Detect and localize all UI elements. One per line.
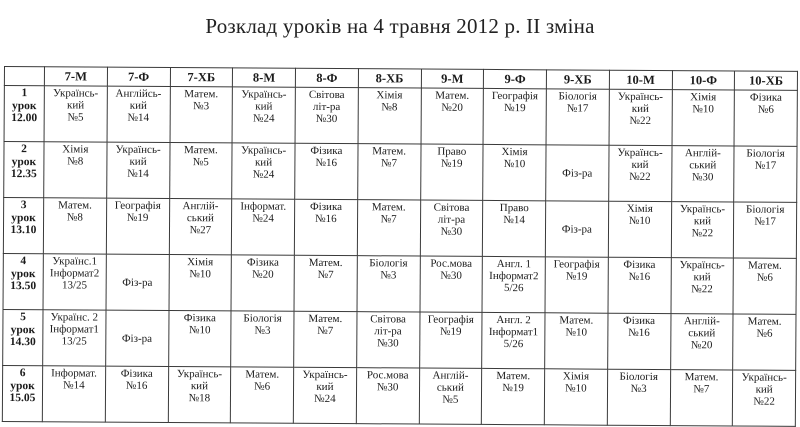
lesson-cell: Рос.мова №30 [420, 256, 483, 312]
lesson-label: 4 урок 13.50 [3, 253, 43, 309]
lesson-cell: Світова літ-ра №30 [420, 200, 483, 256]
lesson-cell: Англій- ський №20 [670, 314, 733, 370]
lesson-row [4, 142, 797, 203]
lesson-cell: Українсь- кий №18 [168, 367, 231, 423]
lesson-cell: Матем. №10 [545, 313, 608, 369]
lesson-label: 1 урок 12.00 [4, 86, 44, 142]
lesson-cell: Фізика №16 [105, 366, 168, 422]
lesson-cell: Хімія №10 [672, 90, 735, 146]
lesson-cell: Фізика №16 [295, 143, 358, 199]
lesson-cell: Хімія №10 [608, 201, 671, 257]
lesson-cell: Матем. №7 [357, 200, 420, 256]
lesson-cell: Географія №19 [419, 312, 482, 368]
lesson-cell: Інформат. №14 [42, 366, 105, 422]
lesson-label: 5 урок 14.30 [3, 309, 43, 365]
lesson-cell: Матем. №8 [43, 198, 106, 254]
column-header: 9-ХБ [546, 70, 609, 89]
column-header: 8-М [233, 68, 296, 87]
lesson-cell: Інформат. №24 [232, 199, 295, 255]
lesson-cell: Українс.1 Інформат2 13/25 [43, 254, 106, 310]
lesson-cell: Англій- ський №5 [419, 368, 482, 424]
lesson-cell: Хімія №10 [169, 255, 232, 311]
column-header: 8-Ф [295, 68, 358, 87]
lesson-cell: Матем. №3 [170, 87, 233, 143]
column-header: 10-М [609, 70, 672, 89]
lesson-cell: Матем. №7 [294, 255, 357, 311]
lesson-label: 2 урок 12.35 [4, 142, 44, 198]
lesson-cell: Українсь- кий №14 [106, 142, 169, 198]
lesson-cell: Біологія №3 [231, 311, 294, 367]
lesson-cell: Фіз-ра [105, 310, 168, 366]
lesson-row [4, 86, 797, 147]
lesson-cell: Біологія №17 [734, 202, 797, 258]
lesson-label: 3 урок 13.10 [3, 198, 43, 254]
lesson-cell: Біологія №17 [546, 89, 609, 145]
lesson-cell: Світова літ-ра №30 [356, 312, 419, 368]
lesson-cell: Матем. №5 [169, 143, 232, 199]
column-header: 7-ХБ [170, 68, 233, 87]
lesson-cell: Українсь- кий №24 [232, 87, 295, 143]
lesson-cell: Англ. 2 Інформат1 5/26 [482, 312, 545, 368]
lesson-cell: Хімія №10 [483, 144, 546, 200]
lesson-cell: Фіз-ра [106, 254, 169, 310]
lesson-cell: Англ. 1 Інформат2 5/26 [482, 256, 545, 312]
lesson-row [3, 253, 796, 314]
lesson-cell: Фізика №10 [168, 311, 231, 367]
lesson-cell: Географія №19 [545, 257, 608, 313]
lesson-cell: Українсь- кий №24 [232, 143, 295, 199]
lesson-cell: Хімія №8 [44, 142, 107, 198]
lesson-label: 6 урок 15.05 [2, 365, 42, 421]
page-title: Розклад уроків на 4 травня 2012 р. II зміна [205, 14, 595, 38]
lesson-cell: Українсь- кий №22 [733, 370, 796, 426]
lesson-cell: Українсь- кий №5 [44, 86, 107, 142]
column-header: 9-Ф [484, 69, 547, 88]
lesson-row [2, 365, 795, 426]
lesson-cell: Матем. №19 [482, 368, 545, 424]
lesson-cell: Світова літ-ра №30 [295, 87, 358, 143]
lesson-cell: Матем. №6 [733, 314, 796, 370]
lesson-cell: Українсь- кий №22 [671, 202, 734, 258]
lesson-cell: Англійсь- кий №14 [107, 86, 170, 142]
lesson-cell: Фізика №20 [231, 255, 294, 311]
corner-cell [4, 67, 44, 86]
lesson-cell: Географія №19 [106, 198, 169, 254]
lesson-cell: Біологія №17 [734, 146, 797, 202]
lesson-cell: Українсь- кий №22 [608, 145, 671, 201]
lesson-cell: Рос.мова №30 [356, 368, 419, 424]
lesson-cell: Фіз-ра [546, 145, 609, 201]
lesson-cell: Фіз-ра [545, 201, 608, 257]
lesson-cell: Хімія №8 [358, 88, 421, 144]
column-header: 9-М [421, 69, 484, 88]
column-header: 10-ХБ [735, 71, 798, 90]
lesson-cell: Українсь- кий №22 [671, 258, 734, 314]
lesson-cell: Фізика №16 [607, 313, 670, 369]
lesson-cell: Хімія №10 [544, 369, 607, 425]
lesson-cell: Матем. №7 [670, 370, 733, 426]
column-header: 7-М [44, 67, 107, 86]
lesson-cell: Матем. №6 [733, 258, 796, 314]
lesson-cell: Матем. №20 [421, 88, 484, 144]
lesson-cell: Біологія №3 [607, 369, 670, 425]
lesson-cell: Матем. №7 [294, 311, 357, 367]
lesson-cell: Фізика №16 [608, 257, 671, 313]
lesson-cell: Фізика №6 [734, 90, 797, 146]
lesson-cell: Біологія №3 [357, 256, 420, 312]
column-header: 10-Ф [672, 71, 735, 90]
lesson-row [3, 309, 796, 370]
lesson-cell: Англій- ський №27 [169, 199, 232, 255]
lesson-cell: Право №14 [483, 200, 546, 256]
column-header: 8-ХБ [358, 69, 421, 88]
column-header: 7-Ф [107, 67, 170, 86]
lesson-cell: Географія №19 [483, 88, 546, 144]
lesson-cell: Українсь- кий №24 [293, 367, 356, 423]
lesson-cell: Фізика №16 [294, 199, 357, 255]
lesson-cell: Право №19 [420, 144, 483, 200]
lesson-cell: Матем. №6 [231, 367, 294, 423]
lesson-cell: Українсь- кий №22 [609, 89, 672, 145]
schedule-table [2, 66, 798, 427]
lesson-cell: Англій- ський №30 [671, 146, 734, 202]
lesson-cell: Українс. 2 Інформат1 13/25 [43, 310, 106, 366]
lesson-cell: Матем. №7 [357, 144, 420, 200]
lesson-row [3, 198, 796, 259]
